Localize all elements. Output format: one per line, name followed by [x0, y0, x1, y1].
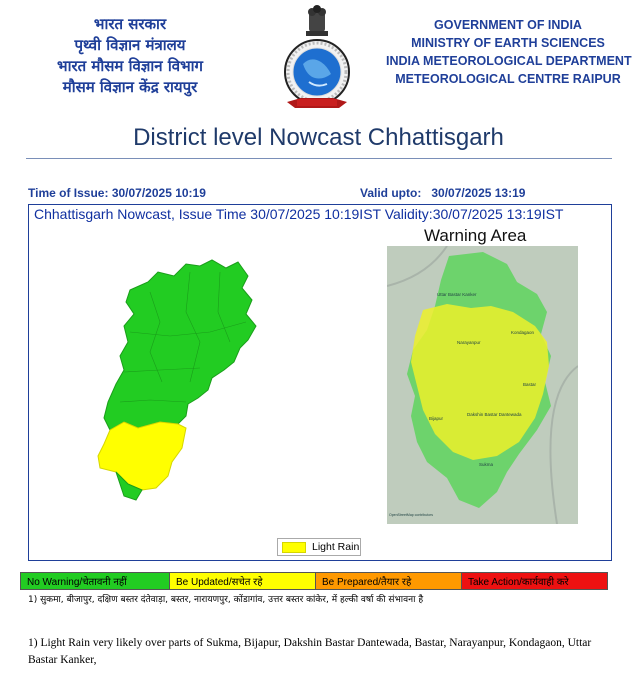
category-take-action: Take Action/कार्यवाही करे: [461, 573, 607, 589]
english-line-1: GOVERNMENT OF INDIA: [434, 18, 582, 32]
legend-label: Light Rain: [312, 541, 360, 553]
issue-time-label: Time of Issue:: [28, 186, 109, 200]
hindi-note: 1) सुकमा, बीजापुर, दक्षिण बस्तर दंतेवाड़ा, बस्तर, नारायणपुर, कोंडागांव, उत्तर बस्तर कांकेर, में हल्की वर्षा की संभावना है: [28, 595, 424, 605]
map-label-kanker: Uttar Bastar Kanker: [437, 292, 477, 297]
map-credit: OpenStreetMap contributors: [389, 513, 433, 517]
category-be-updated: Be Updated/सचेत रहे: [169, 573, 315, 589]
map-label-bijapur: Bijapur: [429, 416, 444, 421]
category-be-prepared: Be Prepared/तैयार रहे: [315, 573, 461, 589]
hindi-line-1: भारत सरकार: [93, 15, 167, 33]
hindi-line-4: मौसम विज्ञान केंद्र रायपुर: [62, 78, 198, 96]
issue-time: [28, 186, 206, 200]
issue-time-value: 30/07/2025 10:19: [111, 186, 206, 200]
light-rain-region: [98, 422, 186, 490]
warning-category-bar: [20, 572, 608, 590]
map-label-kondagaon: Kondagaon: [511, 330, 535, 335]
warning-area-map: [387, 246, 578, 524]
english-line-4: METEOROLOGICAL CENTRE RAIPUR: [395, 72, 621, 86]
page-title: District level Nowcast Chhattisgarh: [133, 124, 504, 151]
english-line-2: MINISTRY OF EARTH SCIENCES: [411, 36, 605, 50]
hindi-line-3: भारत मौसम विज्ञान विभाग: [57, 57, 203, 75]
warning-area-heading: Warning Area: [424, 226, 527, 245]
map-label-sukma: Sukma: [479, 462, 494, 467]
imd-emblem-logo: [281, 4, 353, 116]
english-line-3: INDIA METEOROLOGICAL DEPARTMENT: [386, 54, 632, 68]
hindi-header: [30, 14, 230, 98]
english-header: [386, 16, 630, 88]
hindi-line-2: पृथ्वी विज्ञान मंत्रालय: [74, 36, 186, 54]
no-warning-region: [104, 260, 256, 430]
valid-upto-label: Valid upto:: [360, 186, 422, 200]
panel-caption: Chhattisgarh Nowcast, Issue Time 30/07/2025 10:19IST Validity:30/07/2025 13:19IST: [34, 206, 564, 222]
map-label-narayanpur: Narayanpur: [457, 340, 481, 345]
valid-upto: [360, 186, 525, 200]
valid-upto-value: 30/07/2025 13:19: [431, 186, 526, 200]
light-rain-swatch: [282, 542, 306, 553]
chhattisgarh-district-map: [90, 252, 270, 512]
map-label-dantewada: Dakshin Bastar Dantewada: [467, 412, 522, 417]
map-label-bastar: Bastar: [523, 382, 537, 387]
category-no-warning: No Warning/चेतावनी नहीं: [21, 573, 169, 589]
title-divider: [26, 158, 612, 159]
legend: [277, 538, 361, 556]
english-note: 1) Light Rain very likely over parts of Sukma, Bijapur, Dakshin Bastar Dantewada, Bastar, Narayanpur, Kondagaon, Uttar Bastar Kanker,: [28, 637, 592, 666]
